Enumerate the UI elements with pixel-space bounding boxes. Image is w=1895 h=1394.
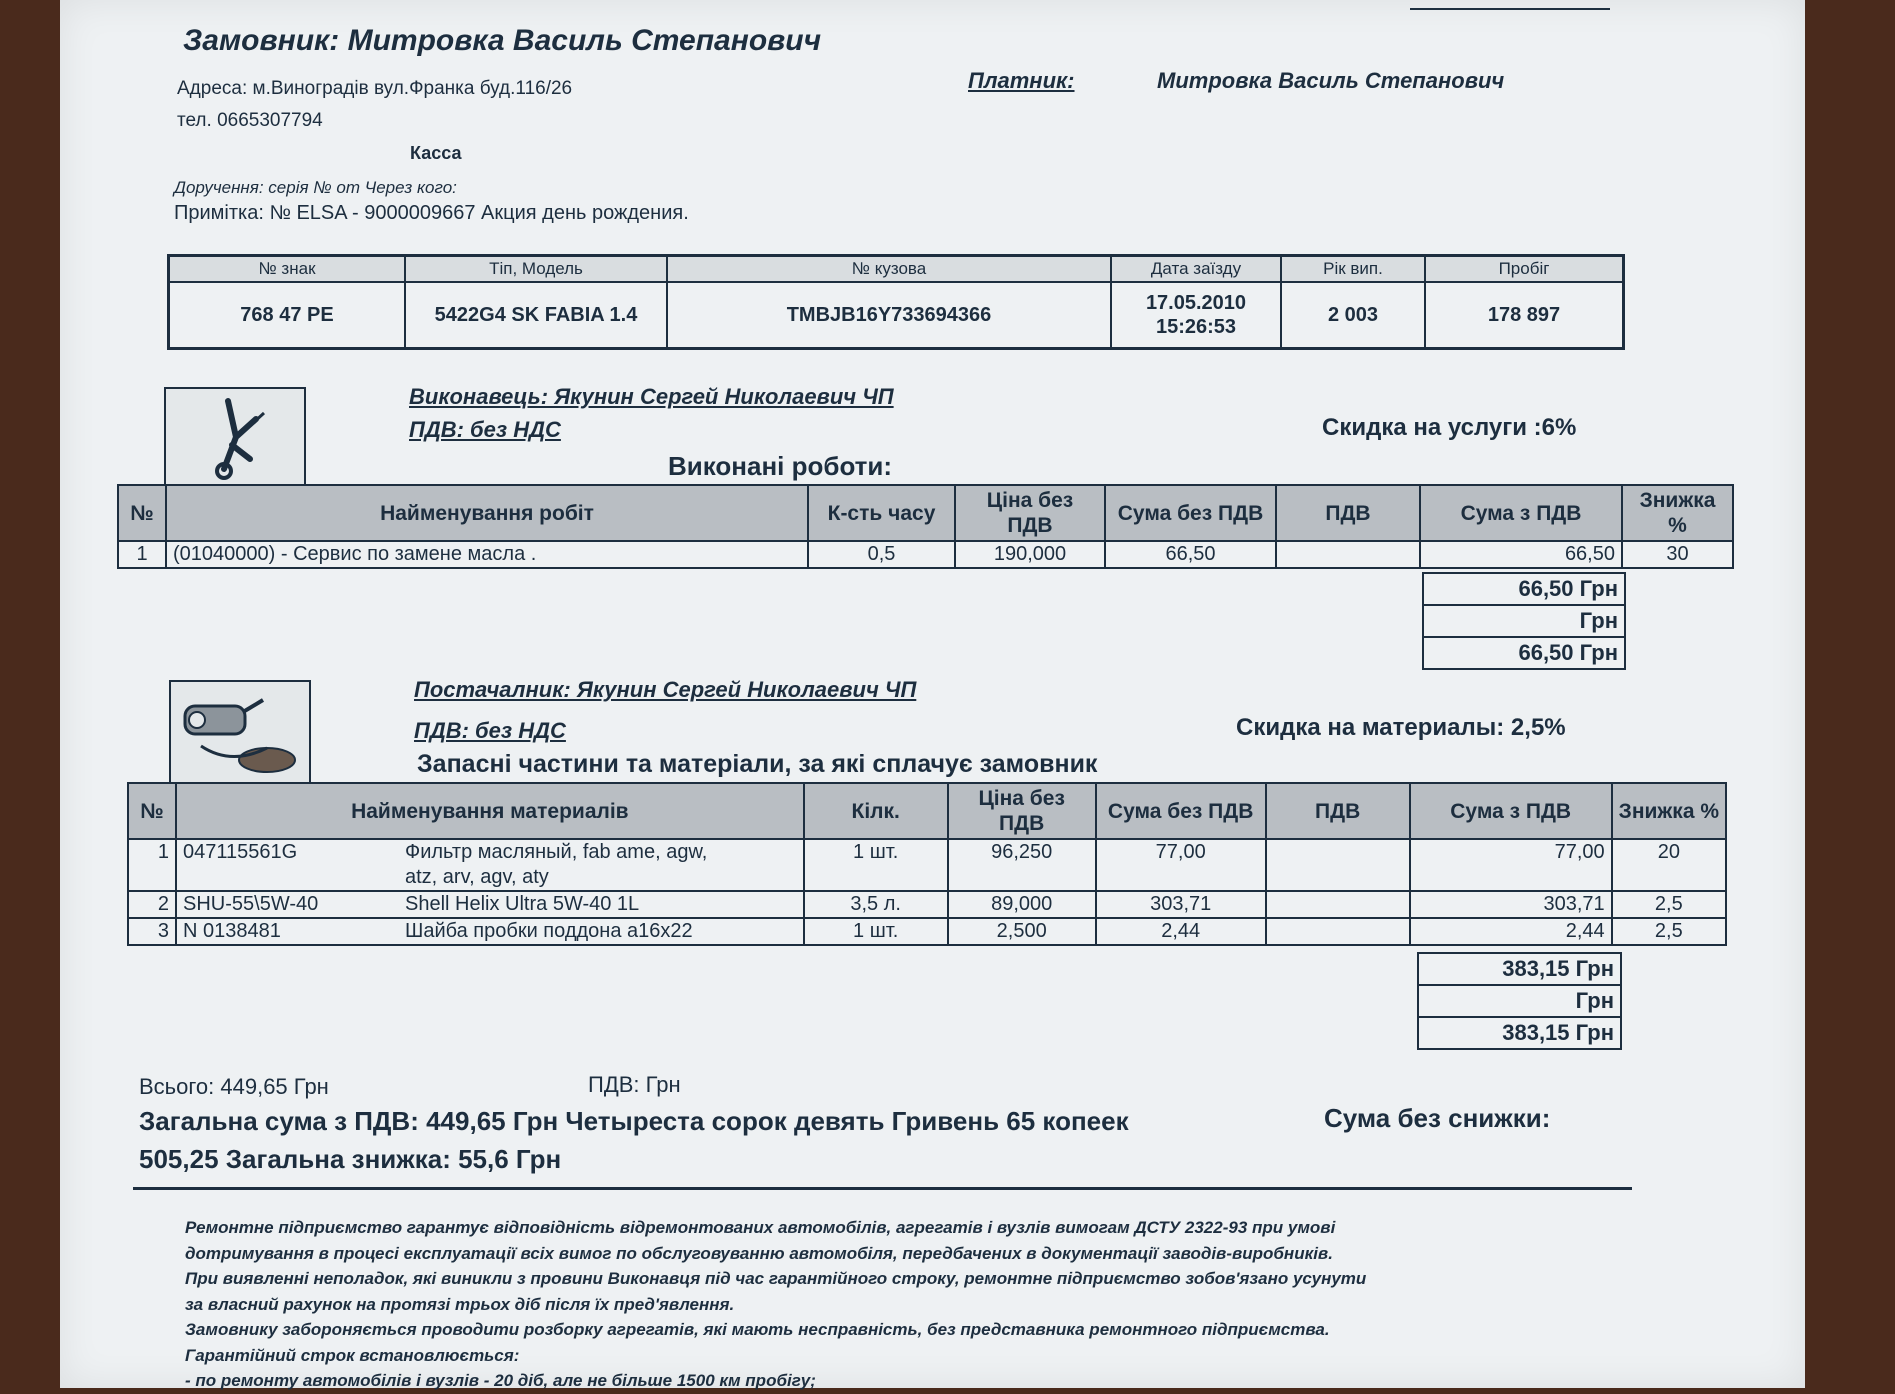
materials-row-code: SHU-55\5W-40 <box>176 891 399 918</box>
vehicle-header-model: Тіп, Модель <box>405 256 667 283</box>
works-header-name: Найменування робіт <box>166 485 808 541</box>
customer-title: Замовник: Митровка Василь Степанович <box>183 24 822 57</box>
terms-line: Гарантійний строк встановлюється: <box>185 1345 520 1365</box>
works-row-price: 190,000 <box>955 541 1105 568</box>
materials-header-sum-vat: Сума з ПДВ <box>1410 783 1612 839</box>
works-row-no: 1 <box>118 541 166 568</box>
works-row-sum: 66,50 <box>1105 541 1276 568</box>
materials-header-row <box>128 783 1726 839</box>
works-row-qty: 0,5 <box>808 541 955 568</box>
materials-header-vat: ПДВ <box>1266 783 1410 839</box>
materials-row-no: 2 <box>128 891 176 918</box>
vehicle-date: 17.05.2010 <box>1145 292 1247 314</box>
vehicle-header-date: Дата заїзду <box>1111 256 1281 283</box>
works-executor: Виконавець: Якунин Сергей Николаевич ЧП <box>409 384 894 409</box>
works-heading: Виконані роботи: <box>668 451 893 481</box>
materials-row-sum: 303,71 <box>1096 891 1266 918</box>
materials-header-sum: Сума без ПДВ <box>1096 783 1266 839</box>
materials-row-code: N 0138481 <box>176 918 399 945</box>
works-vat: ПДВ: без НДС <box>409 417 561 442</box>
materials-header-disc: Знижка % <box>1612 783 1726 839</box>
terms-line: При виявленні неполадок, які виникли з провини Виконавця під час гарантійного строку, ремонтне підприємство зобов'язано усунути <box>185 1269 1367 1288</box>
materials-row-vat <box>1266 891 1410 918</box>
summary-line2: 505,25 Загальна знижка: 55,6 Грн <box>139 1144 562 1174</box>
works-header-disc: Знижка % <box>1622 485 1733 541</box>
materials-header-name: Найменування материалів <box>176 783 804 839</box>
invoice-sheet <box>60 0 1805 1388</box>
vehicle-header-plate: № знак <box>169 256 406 283</box>
vehicle-date-cell <box>1111 282 1281 349</box>
vehicle-header-vin: № кузова <box>667 256 1111 283</box>
proxy-line: Доручення: серія № от Через кого: <box>174 178 457 197</box>
materials-totals <box>1417 952 1622 1050</box>
terms-line: Ремонтне підприємство гарантує відповідність відремонтованих автомобілів, агрегатів і вузлів вимогам ДСТУ 2322-93 при умові <box>185 1218 1336 1237</box>
materials-row-vat <box>1266 918 1410 945</box>
materials-row-disc: 2,5 <box>1612 891 1726 918</box>
materials-row-name-line2: atz, arv, agv, aty <box>405 866 549 888</box>
materials-supplier: Постачалник: Якунин Сергей Николаевич ЧП <box>414 677 917 702</box>
terms-line: Замовнику забороняється проводити розборку агрегатів, які мають несправність, без представника ремонтного підприємства. <box>185 1320 1330 1339</box>
materials-row-vat <box>1266 839 1410 891</box>
kassa-label: Касса <box>410 143 462 163</box>
vehicle-time: 15:26:53 <box>1155 316 1237 338</box>
vehicle-header-mileage: Пробіг <box>1425 256 1624 283</box>
summary-divider <box>133 1187 1632 1190</box>
terms-line: - по ремонту автомобілів і вузлів - 20 діб, але не більше 1500 км пробігу; <box>185 1371 816 1390</box>
table-row <box>128 839 1726 891</box>
customer-address: Адреса: м.Виноградів вул.Франка буд.116/26 <box>177 78 573 99</box>
note-line: Примітка: № ELSA - 9000009667 Акция день рождения. <box>174 202 689 224</box>
works-row-name: (01040000) - Сервис по замене масла . <box>166 541 808 568</box>
vehicle-header-row <box>169 256 1624 283</box>
materials-row-name: Шайба пробки поддона a16x22 <box>399 918 804 945</box>
works-table <box>117 484 1734 569</box>
materials-row-name <box>399 839 804 891</box>
payer-label: Платник: <box>968 68 1075 93</box>
works-total-vat: Грн <box>1423 605 1625 637</box>
table-row <box>118 541 1733 568</box>
materials-row-price: 89,000 <box>948 891 1096 918</box>
works-row-vat <box>1276 541 1420 568</box>
table-row <box>128 891 1726 918</box>
works-header-sum: Сума без ПДВ <box>1105 485 1276 541</box>
materials-icon-box <box>169 680 311 786</box>
materials-row-qty: 1 шт. <box>804 918 948 945</box>
works-header-vat: ПДВ <box>1276 485 1420 541</box>
materials-row-code: 047115561G <box>176 839 399 891</box>
works-header-qty: К-сть часу <box>808 485 955 541</box>
terms-line: дотримування в процесі експлуатації всіх вимог по обслуговуванню автомобіля, передбачених в документації заводів-виробників. <box>185 1243 1333 1263</box>
summary-vat: ПДВ: Грн <box>588 1072 681 1097</box>
vehicle-vin: TMBJB16Y733694366 <box>667 282 1111 349</box>
materials-discount: Скидка на материалы: 2,5% <box>1236 714 1566 741</box>
works-row-disc: 30 <box>1622 541 1733 568</box>
works-header-price: Ціна без ПДВ <box>955 485 1105 541</box>
works-discount: Скидка на услуги :6% <box>1322 414 1577 441</box>
vehicle-plate: 768 47 PE <box>169 282 406 349</box>
payer-name: Митровка Василь Степанович <box>1157 68 1505 93</box>
materials-total-vat: Грн <box>1418 985 1621 1017</box>
table-row <box>128 918 1726 945</box>
auto-parts-icon <box>171 682 309 784</box>
works-header-row <box>118 485 1733 541</box>
vehicle-table <box>167 254 1625 350</box>
materials-header-qty: Кілк. <box>804 783 948 839</box>
summary-no-discount-label: Сума без снижки: <box>1324 1103 1551 1133</box>
vehicle-model: 5422G4 SK FABIA 1.4 <box>405 282 667 349</box>
vehicle-header-year: Рік вип. <box>1281 256 1425 283</box>
vehicle-data-row <box>169 282 1624 349</box>
materials-row-price: 2,500 <box>948 918 1096 945</box>
top-rule <box>1410 8 1610 10</box>
warranty-terms <box>185 1215 1366 1394</box>
works-total-all: 66,50 Грн <box>1423 637 1625 669</box>
materials-vat: ПДВ: без НДС <box>414 718 566 743</box>
materials-row-name-line1: Фильтр масляный, fab ame, agw, <box>405 841 708 863</box>
materials-heading: Запасні частини та матеріали, за які сплачує замовник <box>417 750 1098 778</box>
works-icon-box <box>164 387 306 487</box>
materials-total-sum: 383,15 Грн <box>1418 953 1621 985</box>
materials-row-sum-vat: 303,71 <box>1410 891 1612 918</box>
materials-row-sum-vat: 2,44 <box>1410 918 1612 945</box>
materials-row-sum: 77,00 <box>1096 839 1266 891</box>
terms-line: за власний рахунок на протязі трьох діб після їх пред'явлення. <box>185 1294 735 1314</box>
materials-row-no: 3 <box>128 918 176 945</box>
materials-header-price: Ціна без ПДВ <box>948 783 1096 839</box>
materials-row-disc: 20 <box>1612 839 1726 891</box>
summary-total: Всього: 449,65 Грн <box>139 1074 329 1099</box>
customer-phone: тел. 0665307794 <box>177 110 323 131</box>
materials-header-no: № <box>128 783 176 839</box>
materials-table <box>127 782 1727 946</box>
materials-row-sum: 2,44 <box>1096 918 1266 945</box>
summary-line1: Загальна сума з ПДВ: 449,65 Грн Четыреста сорок девять Гривень 65 копеек <box>139 1106 1129 1136</box>
materials-total-all: 383,15 Грн <box>1418 1017 1621 1049</box>
materials-row-qty: 1 шт. <box>804 839 948 891</box>
works-totals <box>1422 572 1626 670</box>
materials-row-name: Shell Helix Ultra 5W-40 1L <box>399 891 804 918</box>
vehicle-year: 2 003 <box>1281 282 1425 349</box>
works-header-sum-vat: Сума з ПДВ <box>1420 485 1622 541</box>
materials-row-no: 1 <box>128 839 176 891</box>
materials-row-qty: 3,5 л. <box>804 891 948 918</box>
materials-row-disc: 2,5 <box>1612 918 1726 945</box>
vehicle-mileage: 178 897 <box>1425 282 1624 349</box>
materials-row-sum-vat: 77,00 <box>1410 839 1612 891</box>
works-header-no: № <box>118 485 166 541</box>
works-row-sum-vat: 66,50 <box>1420 541 1622 568</box>
works-total-sum: 66,50 Грн <box>1423 573 1625 605</box>
materials-row-price: 96,250 <box>948 839 1096 891</box>
wrench-icon <box>166 389 304 485</box>
